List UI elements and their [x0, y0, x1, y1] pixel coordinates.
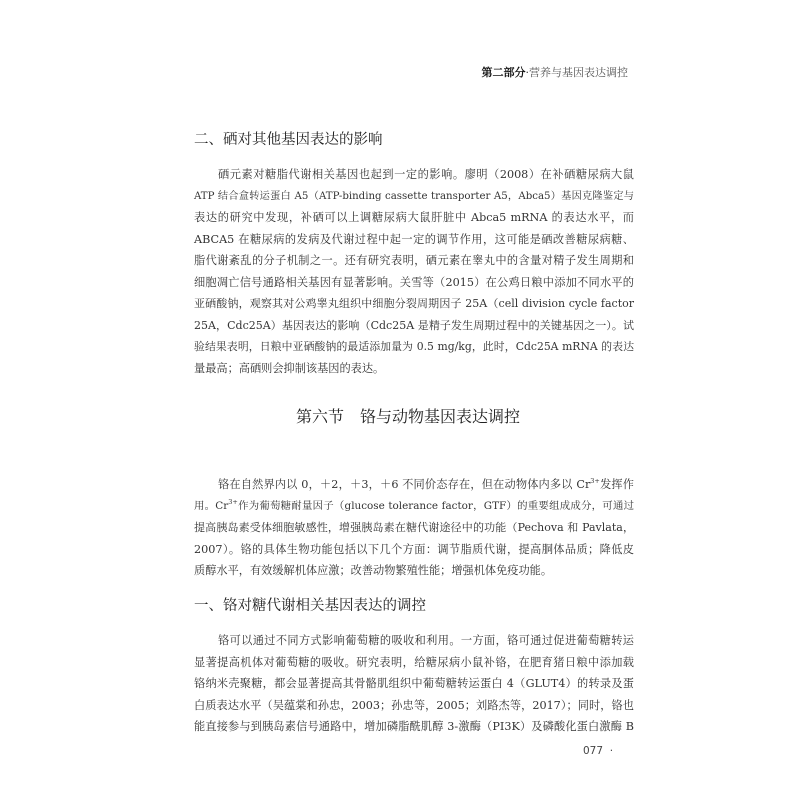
text-line: 表达的研究中发现，补硒可以上调糖尿病大鼠肝脏中 Abca5 mRNA 的表达水平，而: [194, 211, 634, 224]
text-line: [194, 474, 634, 496]
text-line: 铬可以通过不同方式影响葡萄糖的吸收和利用。一方面，铬可通过促进葡萄糖转运: [218, 634, 634, 647]
running-head: [482, 64, 629, 80]
text-line: 25A，Cdc25A）基因表达的影响（Cdc25A 是精子发生周期过程中的关键基因之一）。试: [194, 318, 634, 332]
paragraph-chromium-intro: [194, 474, 634, 582]
text-line: 量最高；高硒则会抑制该基因的表达。: [194, 361, 385, 375]
text-span: 用。Cr: [194, 499, 229, 512]
text-line: 细胞凋亡信号通路相关基因有显著影响。关雪等（2015）在公鸡日粮中添加不同水平的: [194, 275, 634, 289]
text-line: 2007）。铬的具体生物功能包括以下几个方面：调节脂质代谢，提高胴体品质；降低皮: [194, 542, 634, 556]
text-line: 硒元素对糖脂代谢相关基因也起到一定的影响。廖明（2008）在补硒糖尿病大鼠: [218, 168, 634, 181]
running-head-separator: ·: [525, 66, 529, 79]
paragraph-selenium: [194, 164, 634, 379]
text-line: ABCA5 在糖尿病的发病及代谢过程中起一定的调节作用，这可能是硒改善糖尿病糖、: [194, 232, 634, 246]
page-number-value: 077: [583, 745, 604, 757]
section-title-chromium: 第六节 铬与动物基因表达调控: [295, 407, 520, 426]
text-line: ATP 结合盒转运蛋白 A5（ATP-binding cassette transporter A5，Abca5）基因克隆鉴定与: [194, 190, 634, 202]
text-line: [194, 496, 634, 518]
paragraph-chromium-glucose: [194, 630, 634, 738]
page-number: [583, 745, 613, 757]
subsection-heading-chromium-glucose: 一、铬对糖代谢相关基因表达的调控: [194, 598, 426, 614]
superscript: 3+: [228, 497, 238, 506]
text-line: 能直接参与到胰岛素信号通路中，增加磷脂酰肌醇 3-激酶（PI3K）及磷酸化蛋白激酶 B: [194, 720, 634, 733]
text-span: 作为葡萄糖耐量因子（glucose tolerance factor，GTF）的重要组成成分，可通过: [237, 499, 634, 512]
text-line: 白质表达水平（吴蕴棠和孙忠，2003；孙忠等，2005；刘路杰等，2017）；同时，铬也: [194, 698, 634, 712]
subsection-heading-selenium: 二、硒对其他基因表达的影响: [194, 132, 383, 148]
text-line: 脂代谢紊乱的分子机制之一。还有研究表明，硒元素在睾丸中的含量对精子发生周期和: [194, 254, 634, 267]
text-line: 提高胰岛素受体细胞敏感性，增强胰岛素在糖代谢途径中的功能（Pechova 和 Pavlata，: [194, 521, 634, 534]
superscript: 3+: [590, 477, 600, 485]
page-number-dot: ·: [609, 745, 614, 757]
text-line: 验结果表明，日粮中亚硒酸钠的最适添加量为 0.5 mg/kg，此时，Cdc25A mRNA 的表达: [194, 340, 634, 353]
running-head-part: 第二部分: [481, 66, 526, 79]
text-span: 发挥作: [599, 478, 634, 491]
text-line: 显著提高机体对葡萄糖的吸收。研究表明，给糖尿病小鼠补铬，在肥育猪日粮中添加载: [194, 655, 634, 669]
text-line: 亚硒酸钠，观察其对公鸡睾丸组织中细胞分裂周期因子 25A（cell division cycle factor: [194, 297, 634, 310]
running-head-title: 营养与基因表达调控: [529, 66, 628, 79]
text-line: 质醇水平，有效缓解机体应激；改善动物繁殖性能；增强机体免疫功能。: [194, 564, 553, 577]
text-line: 铬纳米壳聚糖，都会显著提高其骨骼肌组织中葡萄糖转运蛋白 4（GLUT4）的转录及蛋: [194, 677, 634, 690]
text-span: 铬在自然界内以 0，＋2，＋3，＋6 不同价态存在，但在动物体内多以 Cr: [218, 478, 591, 491]
